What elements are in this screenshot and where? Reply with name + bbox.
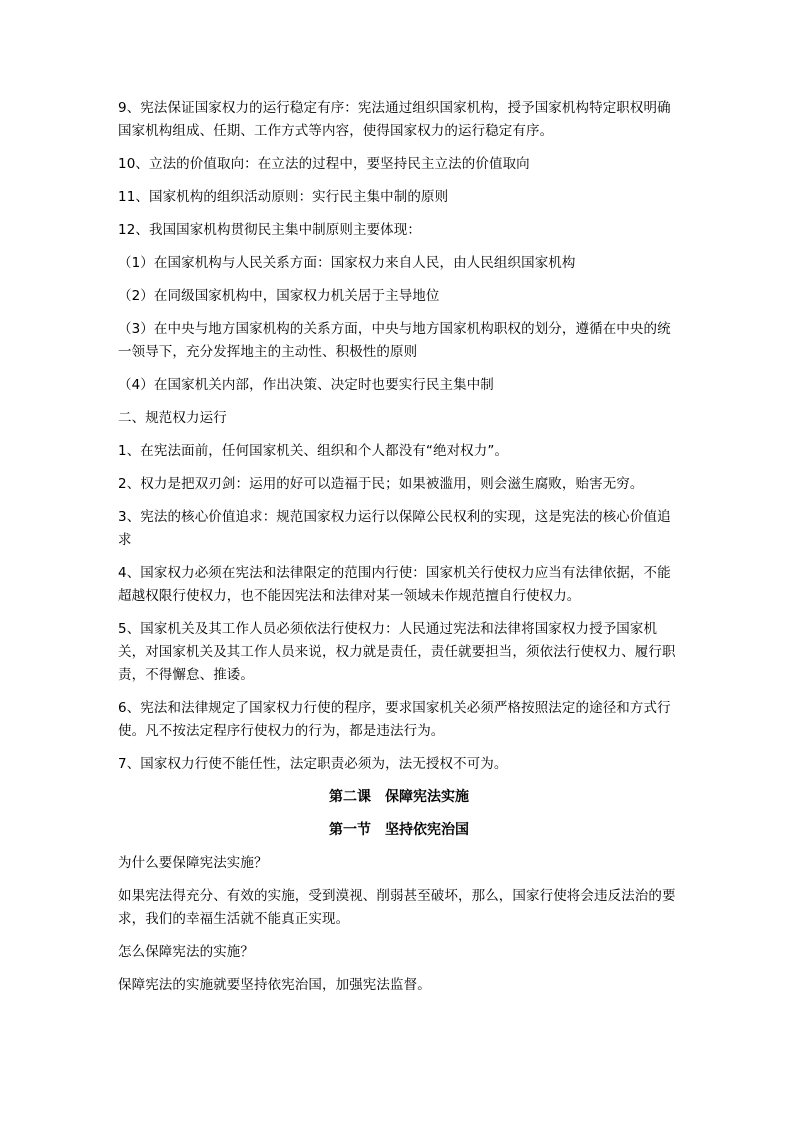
- paragraph-item-9: 9、宪法保证国家权力的运行稳定有序：宪法通过组织国家机构，授予国家机构特定职权明确国家机构组成、任期、工作方式等内容，使得国家权力的运行稳定有序。: [118, 100, 671, 139]
- section-title-regulate-power: 二、规范权力运行: [118, 410, 227, 426]
- paragraph-point-1: 1、在宪法面前，任何国家机关、组织和个人都没有“绝对权力”。: [118, 443, 509, 459]
- paragraph-subitem-2: （2）在同级国家机构中，国家权力机关居于主导地位: [118, 288, 440, 304]
- lesson-heading: 第二课 保障宪法实施: [329, 789, 469, 805]
- paragraph-point-4: 4、国家权力必须在宪法和法律限定的范围内行使：国家机关行使权力应当有法律依据，不能超越权限行使权力，也不能因宪法和法律对某一领域未作规范擅自行使权力。: [118, 565, 671, 604]
- paragraph-item-10: 10、立法的价值取向：在立法的过程中，要坚持民主立法的价值取向: [118, 156, 530, 172]
- paragraph-point-3: 3、宪法的核心价值追求：规范国家权力运行以保障公民权利的实现，这是宪法的核心价值追求: [118, 509, 671, 548]
- paragraph-subitem-4: （4）在国家机关内部，作出决策、决定时也要实行民主集中制: [118, 377, 494, 393]
- paragraph-item-11: 11、国家机构的组织活动原则：实行民主集中制的原则: [118, 189, 449, 205]
- answer-how: 保障宪法的实施就要坚持依宪治国，加强宪法监督。: [118, 977, 431, 993]
- paragraph-point-6: 6、宪法和法律规定了国家权力行使的程序，要求国家机关必须严格按照法定的途径和方式行使。凡不按法定程序行使权力的行为，都是违法行为。: [118, 700, 671, 739]
- paragraph-point-2: 2、权力是把双刃剑：运用的好可以造福于民；如果被滥用，则会滋生腐败，贻害无穷。: [118, 476, 644, 492]
- paragraph-item-12: 12、我国国家机构贯彻民主集中制原则主要体现：: [118, 222, 421, 238]
- question-how: 怎么保障宪法的实施？: [118, 944, 254, 960]
- section-heading: 第一节 坚持依宪治国: [329, 822, 469, 838]
- document-page: [118, 97, 680, 1007]
- question-why: 为什么要保障宪法实施？: [118, 855, 268, 871]
- answer-why: 如果宪法得充分、有效的实施，受到漠视、削弱甚至破坏，那么，国家行使将会违反法治的要求，我们的幸福生活就不能真正实现。: [118, 888, 676, 927]
- paragraph-point-5: 5、国家机关及其工作人员必须依法行使权力：人民通过宪法和法律将国家权力授予国家机关，对国家机关及其工作人员来说，权力就是责任，责任就要担当，须依法行使权力、履行职责，不得懈怠、推诿。: [118, 621, 676, 683]
- paragraph-subitem-1: （1）在国家机构与人民关系方面：国家权力来自人民，由人民组织国家机构: [118, 255, 576, 271]
- paragraph-point-7: 7、国家权力行使不能任性，法定职责必须为，法无授权不可为。: [118, 756, 508, 772]
- paragraph-subitem-3: （3）在中央与地方国家机构的关系方面，中央与地方国家机构职权的划分，遵循在中央的统一领导下，充分发挥地主的主动性、积极性的原则: [118, 321, 671, 360]
